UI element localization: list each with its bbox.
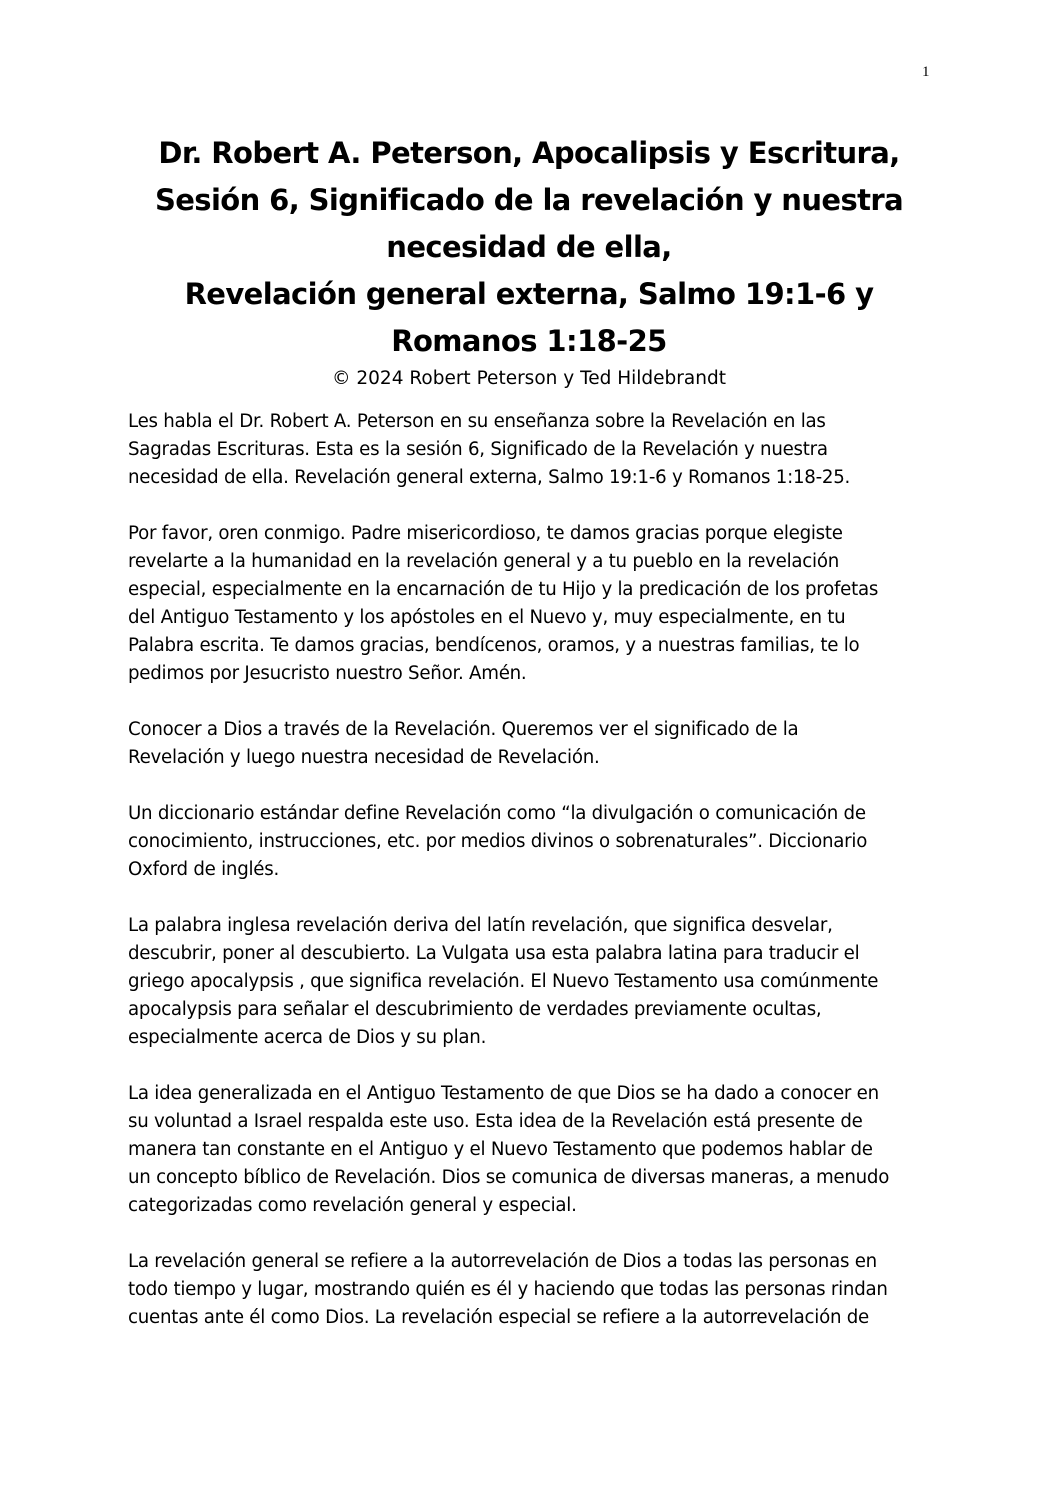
text-line: especial, especialmente en la encarnación de tu Hijo y la predicación de los profetas xyxy=(128,579,879,600)
title-line: Romanos 1:18-25 xyxy=(391,324,667,358)
text-line: Por favor, oren conmigo. Padre misericordioso, te damos gracias porque elegiste xyxy=(128,523,843,544)
title-line: Sesión 6, Significado de la revelación y nuestra xyxy=(154,183,904,217)
copyright-notice: © 2024 Robert Peterson y Ted Hildebrandt xyxy=(332,368,726,389)
paragraph-introduction xyxy=(128,408,928,492)
paragraph-old-testament-idea xyxy=(128,1080,928,1220)
paragraph-dictionary-definition xyxy=(128,800,928,884)
page-number: 1 xyxy=(922,64,930,80)
paragraph-prayer xyxy=(128,520,928,688)
title-line: necesidad de ella, xyxy=(386,230,672,264)
text-line: La idea generalizada en el Antiguo Testamento de que Dios se ha dado a conocer en xyxy=(128,1083,879,1104)
text-line: pedimos por Jesucristo nuestro Señor. Amén. xyxy=(128,663,527,684)
text-line: apocalypsis para señalar el descubrimiento de verdades previamente ocultas, xyxy=(128,999,822,1020)
text-line: un concepto bíblico de Revelación. Dios se comunica de diversas maneras, a menudo xyxy=(128,1167,890,1188)
text-line: su voluntad a Israel respalda este uso. Esta idea de la Revelación está presente de xyxy=(128,1111,863,1132)
text-line: Les habla el Dr. Robert A. Peterson en su enseñanza sobre la Revelación en las xyxy=(128,411,826,432)
document-title xyxy=(120,130,938,365)
text-line: conocimiento, instrucciones, etc. por medios divinos o sobrenaturales”. Diccionario xyxy=(128,831,868,852)
paragraph-knowing-god xyxy=(128,716,928,772)
document-body xyxy=(128,408,928,1360)
text-line: revelarte a la humanidad en la revelación general y a tu pueblo en la revelación xyxy=(128,551,839,572)
text-line: especialmente acerca de Dios y su plan. xyxy=(128,1027,487,1048)
text-line: todo tiempo y lugar, mostrando quién es él y haciendo que todas las personas rindan xyxy=(128,1279,888,1300)
title-line: Revelación general externa, Salmo 19:1-6 y xyxy=(184,277,874,311)
text-line: Revelación y luego nuestra necesidad de Revelación. xyxy=(128,747,600,768)
text-line: Conocer a Dios a través de la Revelación. Queremos ver el significado de la xyxy=(128,719,799,740)
title-line: Dr. Robert A. Peterson, Apocalipsis y Escritura, xyxy=(158,136,900,170)
paragraph-etymology xyxy=(128,912,928,1052)
text-line: Sagradas Escrituras. Esta es la sesión 6, Significado de la Revelación y nuestra xyxy=(128,439,828,460)
text-line: manera tan constante en el Antiguo y el Nuevo Testamento que podemos hablar de xyxy=(128,1139,873,1160)
text-line: La revelación general se refiere a la autorrevelación de Dios a todas las personas en xyxy=(128,1251,877,1272)
text-line: descubrir, poner al descubierto. La Vulgata usa esta palabra latina para traducir el xyxy=(128,943,860,964)
text-line: Palabra escrita. Te damos gracias, bendícenos, oramos, y a nuestras familias, te lo xyxy=(128,635,860,656)
text-line: cuentas ante él como Dios. La revelación especial se refiere a la autorrevelación de xyxy=(128,1307,869,1328)
text-line: Oxford de inglés. xyxy=(128,859,279,880)
paragraph-general-revelation xyxy=(128,1248,928,1332)
document-header xyxy=(120,130,938,393)
text-line: La palabra inglesa revelación deriva del latín revelación, que significa desvelar, xyxy=(128,915,833,936)
text-line: Un diccionario estándar define Revelación como “la divulgación o comunicación de xyxy=(128,803,866,824)
text-line: del Antiguo Testamento y los apóstoles en el Nuevo y, muy especialmente, en tu xyxy=(128,607,846,628)
text-line: necesidad de ella. Revelación general externa, Salmo 19:1-6 y Romanos 1:18-25. xyxy=(128,467,851,488)
text-line: categorizadas como revelación general y especial. xyxy=(128,1195,577,1216)
text-line: griego apocalypsis , que significa revelación. El Nuevo Testamento usa comúnmente xyxy=(128,971,879,992)
